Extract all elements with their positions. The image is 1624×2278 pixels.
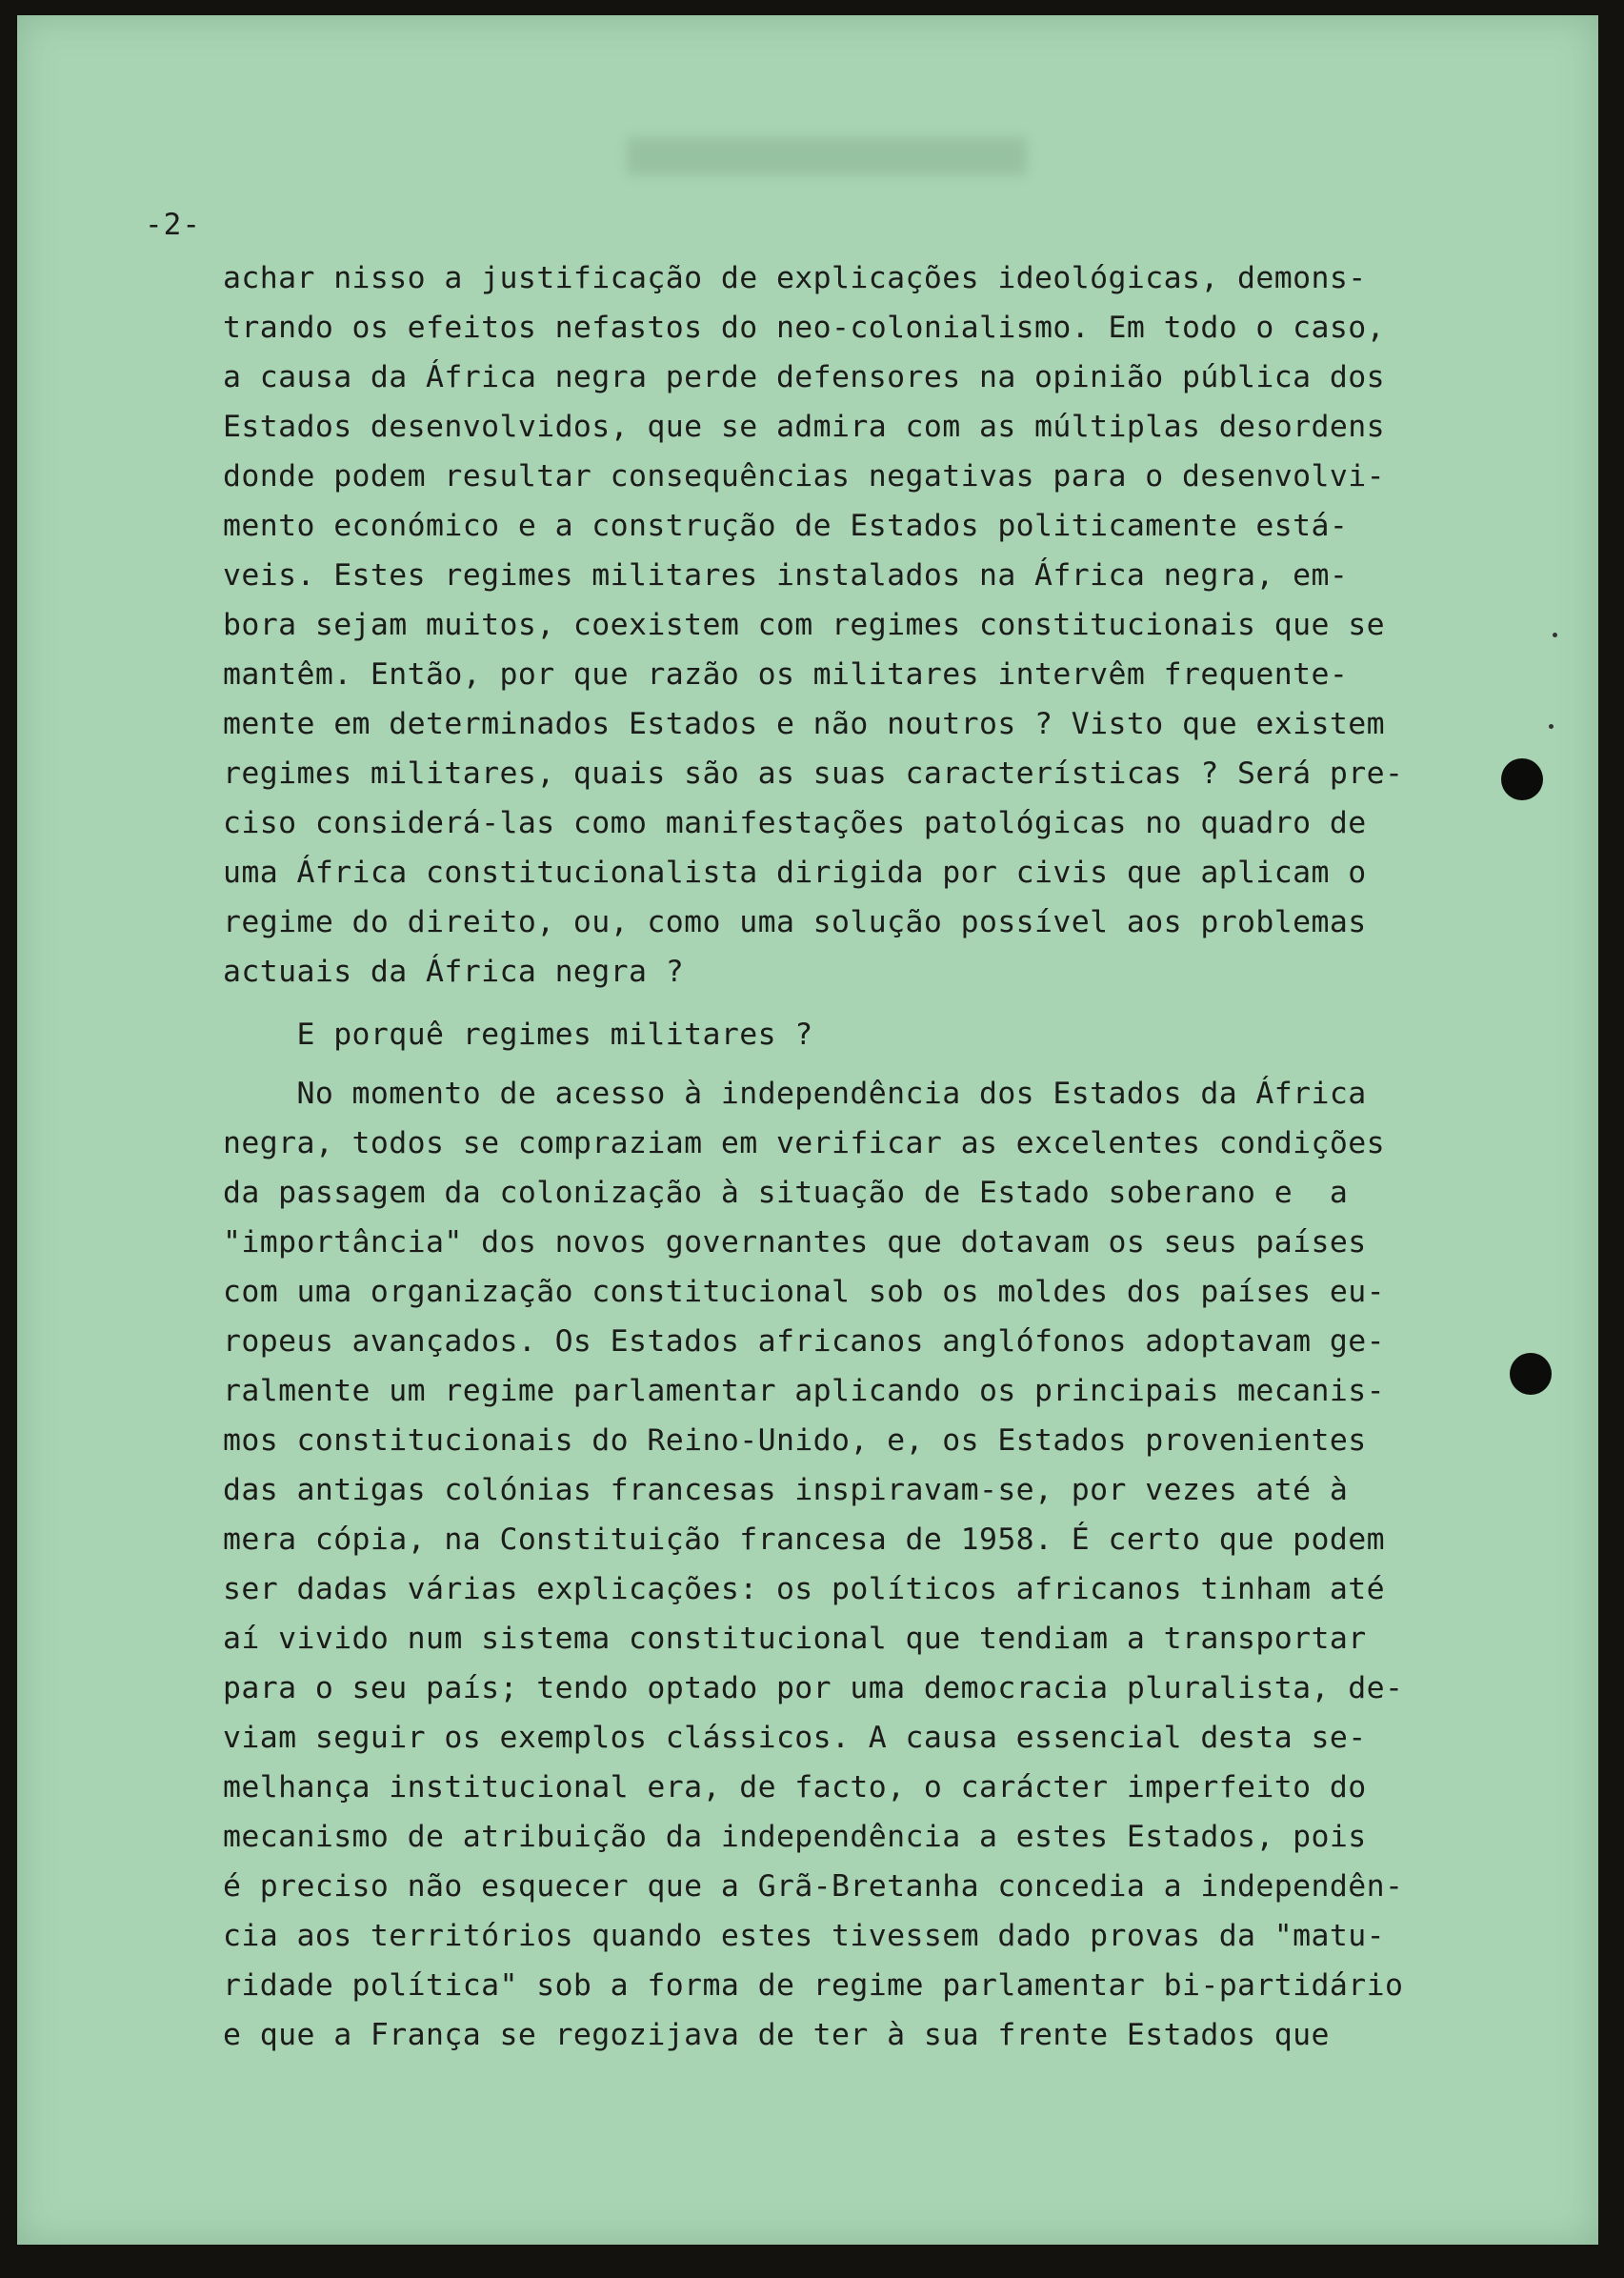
text-line: mento económico e a construção de Estados politicamente está- [223, 509, 1349, 543]
text-line: a causa da África negra perde defensores na opinião pública dos [223, 360, 1385, 394]
text-line: para o seu país; tendo optado por uma democracia pluralista, de- [223, 1671, 1404, 1705]
text-line: ralmente um regime parlamentar aplicando os principais mecanis- [223, 1374, 1385, 1408]
page-number: -2- [145, 208, 201, 242]
text-line: "importância" dos novos governantes que dotavam os seus países [223, 1225, 1367, 1260]
text-line: com uma organização constitucional sob os moldes dos países eu- [223, 1275, 1385, 1309]
text-line: negra, todos se compraziam em verificar as excelentes condições [223, 1126, 1385, 1160]
paragraph-1 [223, 253, 1404, 997]
text-line: actuais da África negra ? [223, 955, 685, 989]
text-line: Estados desenvolvidos, que se admira com as múltiplas desordens [223, 410, 1385, 444]
ink-speck [1549, 724, 1554, 729]
document-page [17, 15, 1598, 2245]
show-through-smudge [627, 137, 1027, 175]
text-line: da passagem da colonização à situação de Estado soberano e a [223, 1176, 1349, 1210]
text-line: mente em determinados Estados e não noutros ? Visto que existem [223, 707, 1385, 741]
text-line: bora sejam muitos, coexistem com regimes constitucionais que se [223, 608, 1385, 642]
text-line: mecanismo de atribuição da independência a estes Estados, pois [223, 1820, 1367, 1854]
ink-speck [1553, 633, 1557, 637]
body-text [223, 253, 1404, 2060]
text-line: e que a França se regozijava de ter à sua frente Estados que [223, 2018, 1330, 2052]
text-line: cia aos territórios quando estes tivessem dado provas da "matu- [223, 1919, 1385, 1953]
text-line: ropeus avançados. Os Estados africanos anglófonos adoptavam ge- [223, 1324, 1385, 1359]
text-line: viam seguir os exemplos clássicos. A causa essencial desta se- [223, 1721, 1367, 1755]
text-line: melhança institucional era, de facto, o carácter imperfeito do [223, 1770, 1367, 1804]
text-line: donde podem resultar consequências negativas para o desenvolvi- [223, 459, 1385, 494]
punch-hole [1501, 758, 1543, 800]
text-line: das antigas colónias francesas inspiravam-se, por vezes até à [223, 1473, 1349, 1507]
text-line: achar nisso a justificação de explicações ideológicas, demons- [223, 261, 1367, 295]
text-line: ciso considerá-las como manifestações patológicas no quadro de [223, 806, 1367, 840]
text-line: No momento de acesso à independência dos Estados da África [223, 1077, 1367, 1111]
text-line: uma África constitucionalista dirigida por civis que aplicam o [223, 856, 1367, 890]
text-line: regime do direito, ou, como uma solução possível aos problemas [223, 905, 1367, 939]
text-line: trando os efeitos nefastos do neo-colonialismo. Em todo o caso, [223, 311, 1385, 345]
text-line: aí vivido num sistema constitucional que tendiam a transportar [223, 1622, 1367, 1656]
text-line: mos constitucionais do Reino-Unido, e, os Estados provenientes [223, 1423, 1367, 1458]
text-line: regimes militares, quais são as suas características ? Será pre- [223, 756, 1404, 791]
text-line: mantêm. Então, por que razão os militares intervêm frequente- [223, 657, 1349, 692]
paragraph-2 [223, 1069, 1404, 2060]
text-line: ridade política" sob a forma de regime parlamentar bi-partidário [223, 1968, 1404, 2003]
text-line: mera cópia, na Constituição francesa de 1958. É certo que podem [223, 1522, 1385, 1557]
section-heading: E porquê regimes militares ? [223, 1018, 813, 1052]
punch-hole [1510, 1353, 1552, 1395]
text-line: é preciso não esquecer que a Grã-Bretanha concedia a independên- [223, 1869, 1404, 1904]
text-line: veis. Estes regimes militares instalados na África negra, em- [223, 558, 1349, 593]
text-line: ser dadas várias explicações: os políticos africanos tinham até [223, 1572, 1385, 1606]
